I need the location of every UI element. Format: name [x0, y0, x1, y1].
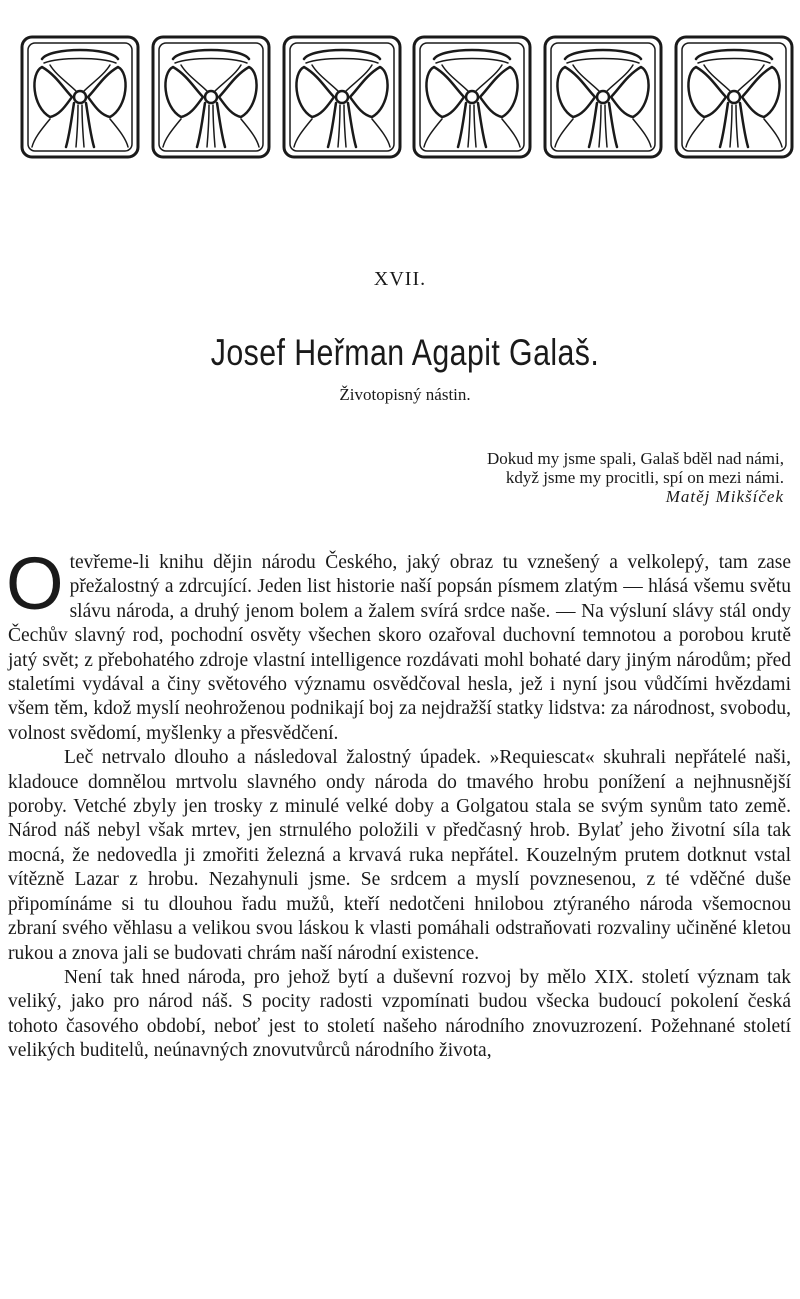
epigraph-author: Matěj Mikšíček	[665, 487, 784, 506]
paragraph: Leč netrvalo dlouho a následoval žalostný úpadek. »Requiescat« skuhrali nepřátelé naši, kladouce domnělou mrtvolu slavného ondy národa do tmavého hrobu ponížení a nejhnusnější poroby. Vetché zbyly jen trosky z minulé velké doby a Golgatou stala se svým synům tato země. Národ náš nebyl však mrtev, jen strnulého položili v předčasný hrob. Bylať jeho životní síla tak mocná, že nedovedla ji zmořiti železná a krvavá ruka nepřátel. Kouzelným prutem dotknut vstal vítězně Lazar z hrobu. Nezahynuli jsme. Se srdcem a myslí povznesenou, z té vděčné duše připomínáme si tu dlouhou řadu mužů, kteří nedotčeni hnilobou ztýraného národa všemocnou zbraní svého věhlasu a velikou svou láskou k vlasti pomáhali odstraňovati rozvaliny učiněné kletou rukou a znova jali se budovati chrám naší národní existence.	[8, 747, 791, 964]
ornament-border	[20, 35, 794, 159]
floral-ornament-icon	[412, 35, 532, 159]
chapter-number: XVII.	[373, 268, 427, 290]
floral-ornament-icon	[674, 35, 794, 159]
ornament-tile	[20, 35, 140, 159]
floral-ornament-icon	[282, 35, 402, 159]
ornament-tile	[282, 35, 402, 159]
ornament-tile	[543, 35, 663, 159]
drop-cap: O	[6, 542, 64, 625]
paragraph-text: tevřeme-li knihu dějin národu Českého, jaký obraz tu vznešený a velkolepý, tam zase přežalostný a zdrcující. Jeden list historie naší popsán písmem zlatým — hlásá všemu světu slávu národa, a druhý jenom bolem a žalem svírá srdce naše. — Na výsluní slávy stál ondy Čechův slavný rod, pochodní osvěty všechen skoro ozařoval duchovní temnotou a porobou krutě jatý svět; z přebohatého zdroje vlastní intelligence rozdávati mohl bohaté dary jiným národům; před staletími vydával a činy světového významu osvědčoval hesla, jež i nyní jsou vůdčími hvězdami všem těm, kdož myslí neohroženou podnikají boj za nejdražší statky lidstva: za národnost, svobodu, volnost svědomí, myšlenky a přesvědčení.	[8, 552, 791, 744]
ornament-tile	[151, 35, 271, 159]
paragraph: Není tak hned národa, pro jehož bytí a duševní rozvoj by mělo XIX. století význam tak veliký, jako pro národ náš. S pocity radosti vzpomínati budou všecka budoucí pokolení česká tohoto časového období, neboť jest to století našeho národního znovuzrození. Požehnané století velikých buditelů, neúnavných znovutvůrců národního života,	[8, 966, 791, 1062]
floral-ornament-icon	[20, 35, 140, 159]
floral-ornament-icon	[543, 35, 663, 159]
article-title: Josef Heřman Agapit Galaš.	[210, 332, 600, 373]
ornament-tile	[412, 35, 532, 159]
epigraph-line: Dokud my jsme spali, Galaš bděl nad námi,	[487, 449, 784, 468]
paragraph	[6, 542, 791, 746]
article-body	[6, 542, 791, 1064]
epigraph-line: když jsme my procitli, spí on mezi námi.	[505, 468, 784, 487]
article-subtitle: Životopisný nástin.	[339, 385, 471, 404]
ornament-tile	[674, 35, 794, 159]
epigraph	[364, 449, 784, 506]
floral-ornament-icon	[151, 35, 271, 159]
